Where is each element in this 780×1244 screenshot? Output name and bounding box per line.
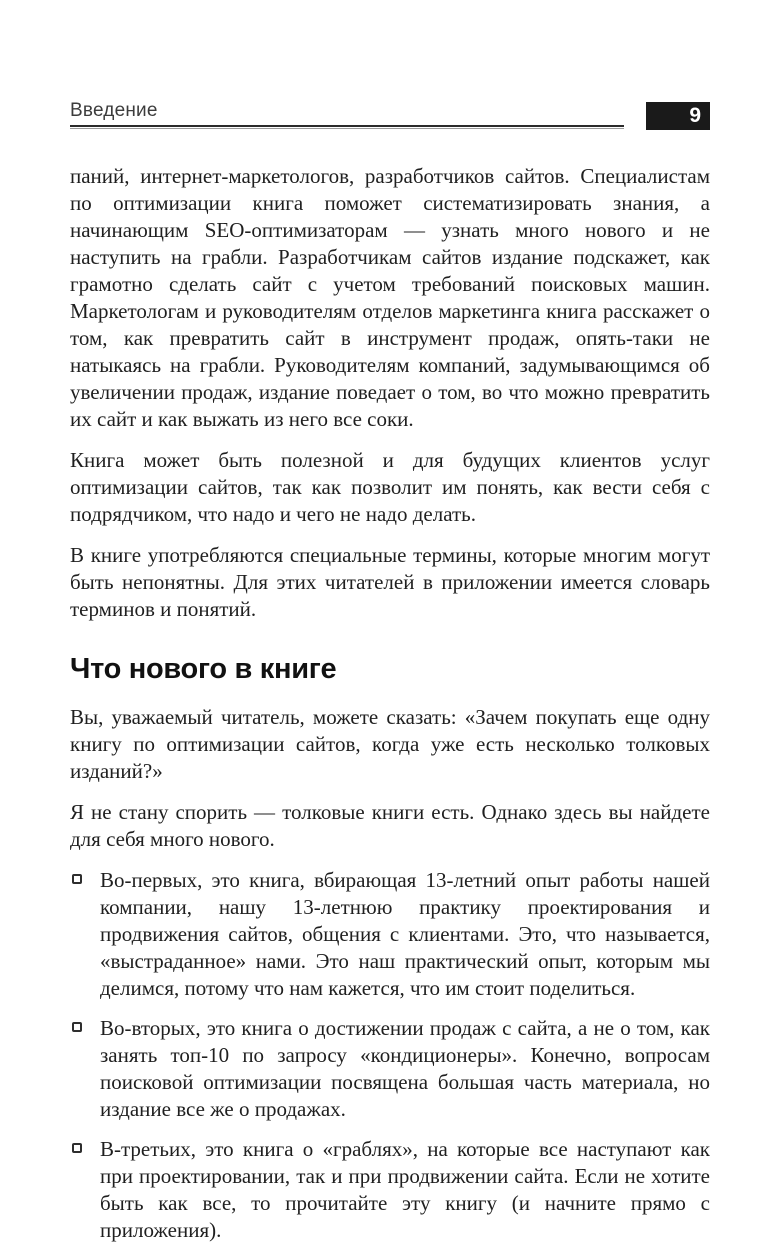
header-rule [70, 125, 624, 129]
section-paragraph-2: Я не стану спорить — толковые книги есть. Однако здесь вы найдете для себя много нового. [70, 800, 710, 851]
intro-paragraph-2: Книга может быть полезной и для будущих клиентов услуг оптимизации сайтов, так как позволит им понять, как вести себя с подрядчиком, что надо и чего не надо делать. [70, 448, 710, 526]
running-title: Введение [70, 100, 158, 121]
intro-paragraph-1: паний, интернет-маркетологов, разработчиков сайтов. Специалистам по оптимизации книга поможет систематизировать знания, а начинающим SEO-оптимизаторам — узнать много нового и не наступить на грабли. Разработчикам сайтов издание подскажет, как грамотно сделать сайт с учетом требований поисковых машин. Маркетологам и руководителям отделов маркетинга книга расскажет о том, как превратить сайт в инструмент продаж, опять-таки не натыкаясь на грабли. Руководителям компаний, задумывающимся об увеличении продаж, издание поведает о том, во что можно превратить их сайт и как выжать из него все соки. [70, 164, 710, 431]
section-paragraph-1: Вы, уважаемый читатель, можете сказать: «Зачем покупать еще одну книгу по оптимизации сайтов, когда уже есть несколько толковых изданий?» [70, 705, 710, 783]
section-heading: Что нового в книге [70, 653, 337, 685]
list-item [70, 1136, 710, 1244]
page-number: 9 [689, 104, 701, 127]
page-body [70, 163, 710, 1244]
intro-paragraph-3: В книге употребляются специальные термины, которые многим могут быть непонятны. Для этих читателей в приложении имеется словарь терминов и понятий. [70, 543, 710, 621]
list-item [70, 867, 710, 1002]
list-item-text: В-третьих, это книга о «граблях», на которые все наступают как при проектировании, так и при продвижении сайта. Если не хотите быть как все, то прочитайте эту книгу (и начните прямо с приложения). [100, 1137, 710, 1242]
page-number-box [646, 102, 710, 130]
bullet-list [70, 867, 710, 1244]
square-bullet-icon [72, 874, 82, 884]
square-bullet-icon [72, 1022, 82, 1032]
list-item [70, 1015, 710, 1123]
running-title-block [70, 100, 624, 129]
list-item-text: Во-первых, это книга, вбирающая 13-летний опыт работы нашей компании, нашу 13-летнюю практику проектирования и продвижения сайтов, общения с клиентами. Это, что называется, «выстраданное» нами. Это наш практический опыт, которым мы делимся, потому что нам кажется, что им стоит поделиться. [100, 868, 710, 1000]
list-item-text: Во-вторых, это книга о достижении продаж с сайта, а не о том, как занять топ-10 по запросу «кондиционеры». Конечно, вопросам поисковой оптимизации посвящена большая часть материала, но издание все же о продажах. [100, 1016, 710, 1121]
page-header [70, 100, 710, 130]
square-bullet-icon [72, 1143, 82, 1153]
